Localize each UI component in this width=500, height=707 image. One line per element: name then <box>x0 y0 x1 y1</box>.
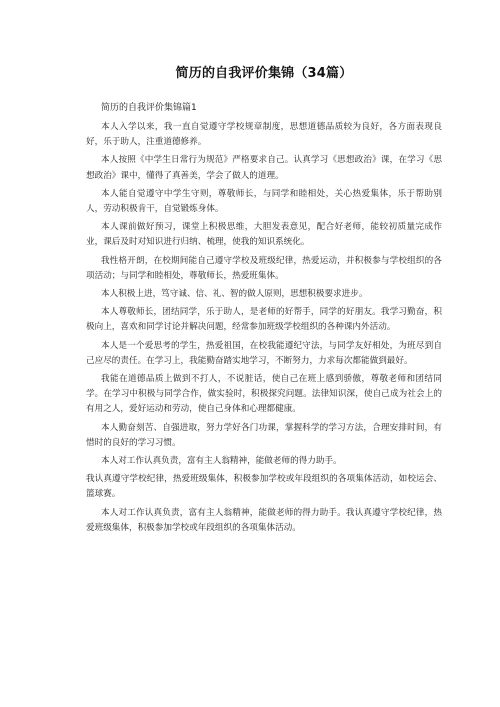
paragraph-3: 本人能自觉遵守中学生守则，尊敬师长，与同学和睦相处，关心热爱集体，乐于帮助别人，劳动积极肯干，自觉锻炼身体。 <box>86 188 442 215</box>
paragraph-6: 本人积极上进，笃守诚、信、礼、智的做人原则，思想积极要求进步。 <box>101 289 368 300</box>
paragraph-5: 我性格开朗，在校期间能自己遵守学校及班级纪律，热爱运动，并积极参与学校组织的各项活动；与同学和睦相处，尊敬师长，热爱班集体。 <box>86 255 442 281</box>
paragraph-1: 本人入学以来，我一直自觉遵守学校规章制度，思想道德品质较为良好，各方面表现良好，乐于助人，注重道德修养。 <box>86 122 442 148</box>
paragraph-7: 本人尊敬师长，团结同学，乐于助人，是老师的好帮手，同学的好朋友。我学习勤奋，积极向上，喜欢和同学讨论并解决问题，经常参加班级学校组织的各种课内外活动。 <box>86 307 442 333</box>
paragraph-11: 本人对工作认真负责，富有主人翁精神，能做老师的得力助手。 <box>101 456 342 467</box>
paragraph-8: 本人是一个爱思考的学生，热爱祖国，在校我能遵纪守法，与同学友好相处，为班尽到自己应尽的责任。在学习上，我能勤奋踏实地学习，不断努力，力求每次都能做到最好。 <box>86 340 442 366</box>
paragraph-9: 我能在道德品质上做到不打人，不说脏话，使自己在班上感到骄傲，尊敬老师和团结同学。在学习中积极与同学合作，做实验时，积极探究问题。法律知识深，使自己成为社会上的有用之人，爱好运动和劳动，使自己身体和心理都健康。 <box>86 374 442 415</box>
paragraph-4: 本人课前做好预习，课堂上积极思维，大胆发表意见，配合好老师，能较初质量完成作业，课后及时对知识进行归纳、梳理，使我的知识系统化。 <box>86 222 442 248</box>
page-title: 简历的自我评价集锦（34篇） <box>175 66 353 81</box>
paragraph-2: 本人按照《中学生日常行为规范》严格要求自己。认真学习《思想政治》课，在学习《思想政治》课中，懂得了真善美，学会了做人的道理。 <box>86 155 442 181</box>
paragraph-10: 本人勤奋刻苦、自强进取，努力学好各门功课，掌握科学的学习方法，合理安排时间，有惜时的良好的学习习惯。 <box>86 422 442 448</box>
paragraph-12: 我认真遵守学校纪律，热爱班级集体，积极参加学校或年段组织的各项集体活动，如校运会、篮球赛。 <box>86 474 442 500</box>
section-heading: 简历的自我评价集锦篇1 <box>101 103 197 113</box>
paragraph-13: 本人对工作认真负责，富有主人翁精神，能做老师的得力助手。我认真遵守学校纪律，热爱班级集体，积极参加学校或年段组织的各项集体活动。 <box>86 507 442 533</box>
